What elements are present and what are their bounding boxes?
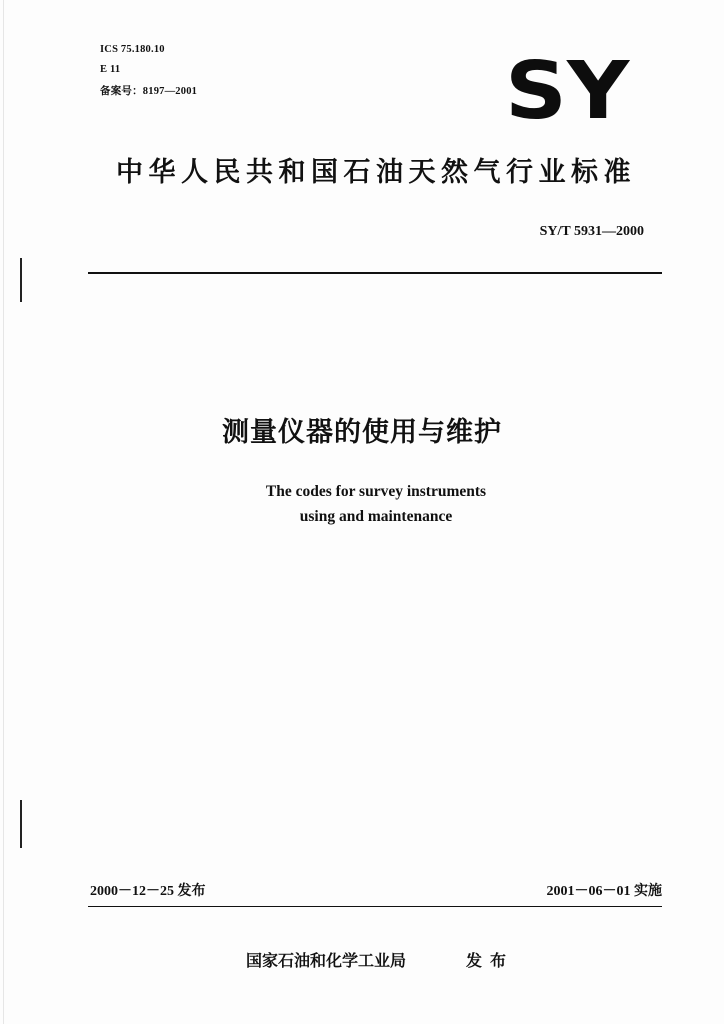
effective-date: 2001－06－01 实施 xyxy=(546,884,662,899)
scan-mark-bottom xyxy=(20,800,22,848)
ics-code: ICS 75.180.10 xyxy=(100,44,165,55)
standard-number: SY/T 5931—2000 xyxy=(539,224,644,239)
class-code: E 11 xyxy=(100,64,121,75)
sy-logo: SY xyxy=(505,45,630,138)
document-title-en-line2: using and maintenance xyxy=(299,508,453,525)
publisher-name: 国家石油和化学工业局 xyxy=(246,951,407,970)
record-number: 备案号：8197—2001 xyxy=(100,86,198,97)
header-divider xyxy=(88,272,662,274)
scan-mark-top xyxy=(20,258,22,302)
publish-label: 发布 xyxy=(466,951,515,970)
document-title-en-line1: The codes for survey instruments xyxy=(265,483,487,500)
standard-category-title: 中华人民共和国石油天然气行业标准 xyxy=(116,157,636,188)
document-title-zh: 测量仪器的使用与维护 xyxy=(222,417,502,448)
issue-date: 2000－12－25 发布 xyxy=(90,884,206,899)
footer-divider xyxy=(88,906,662,907)
